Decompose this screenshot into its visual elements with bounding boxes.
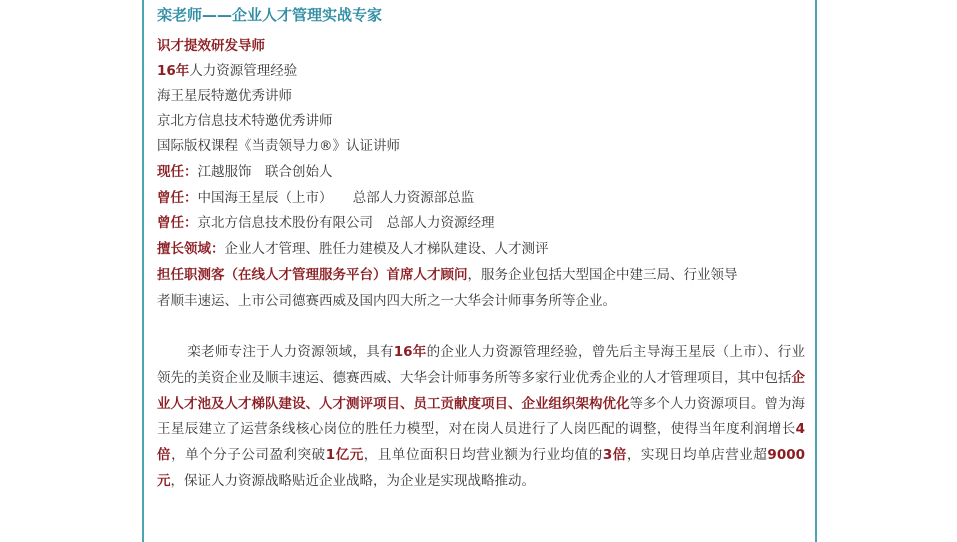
position-label: 曾任： [157, 215, 198, 231]
bio-text: 等多个人力资源项目。曾为海王星辰建立了运营条线核心岗位的胜任力模型，对在岗人员进行了人岗匹配的调整，使得当年度利润增长 [157, 395, 805, 438]
position-item [157, 160, 333, 184]
position-label: 擅长领域： [157, 241, 225, 257]
position-item [157, 237, 549, 261]
role-line-continued: 者顺丰速运、上市公司德赛西威及国内四大所之一大华会计师事务所等企业。 [157, 293, 616, 309]
credential-text: 国际版权课程《当责领导力®》认证讲师 [157, 138, 400, 154]
bio-emphasis: 企业人才池及人才梯队建设、人才测评项目、员工贡献度项目、企业组织架构优化 [157, 369, 805, 412]
bio-paragraph [157, 340, 805, 495]
bio-text: 的企业人力资源管理经验，曾先后主导海王星辰（上市）、行业领先的美资企业及顺丰速运、德赛西威、大华会计师事务所等多家行业优秀企业的人才管理项目，其中包括 [157, 344, 805, 386]
bio-text: ，保证人力资源战略贴近企业战略，为企业是实现战略推动。 [170, 472, 535, 489]
bio-text: ，实现日均单店营业超 [626, 447, 768, 464]
role-emphasis: 担任职测客（在线人才管理服务平台）首席人才顾问 [157, 267, 468, 283]
role-line [157, 263, 738, 287]
profile-subtitle: 识才提效研发导师 [157, 38, 265, 54]
position-text: 企业人才管理、胜任力建模及人才梯队建设、人才测评 [224, 241, 549, 257]
credential-text: 京北方信息技术特邀优秀讲师 [157, 113, 333, 129]
position-label: 曾任： [157, 190, 198, 206]
bio-text: ，且单位面积日均营业额为行业均值的 [363, 447, 603, 464]
credential-item [157, 134, 400, 158]
bio-emphasis: 1亿元 [325, 447, 364, 464]
position-text: 京北方信息技术股份有限公司 总部人力资源经理 [197, 215, 495, 231]
credential-item [157, 109, 333, 133]
position-text: 江越服饰 联合创始人 [197, 164, 333, 180]
bio-emphasis: 4倍 [157, 421, 805, 464]
bio-text: 栾老师专注于人力资源领域，具有 [187, 344, 394, 360]
role-text: ，服务企业包括大型国企中建三局、行业领导 [467, 267, 738, 283]
bio-text: ，单个分子公司盈利突破 [171, 447, 326, 464]
position-item [157, 186, 474, 210]
credential-emphasis: 16年 [157, 63, 190, 79]
credential-item [157, 84, 292, 108]
profile-panel [142, 0, 817, 542]
credential-text: 人力资源管理经验 [189, 63, 298, 79]
credential-text: 海王星辰特邀优秀讲师 [157, 88, 292, 104]
bio-emphasis: 3倍 [602, 447, 627, 464]
bio-emphasis: 16年 [393, 344, 427, 360]
position-text: 中国海王星辰（上市） 总部人力资源部总监 [197, 190, 475, 206]
bio-emphasis: 9000元 [157, 447, 805, 489]
position-label: 现任： [157, 164, 198, 180]
position-item [157, 211, 495, 235]
credential-item [157, 59, 297, 83]
profile-heading: 栾老师——企业人才管理实战专家 [157, 6, 383, 24]
